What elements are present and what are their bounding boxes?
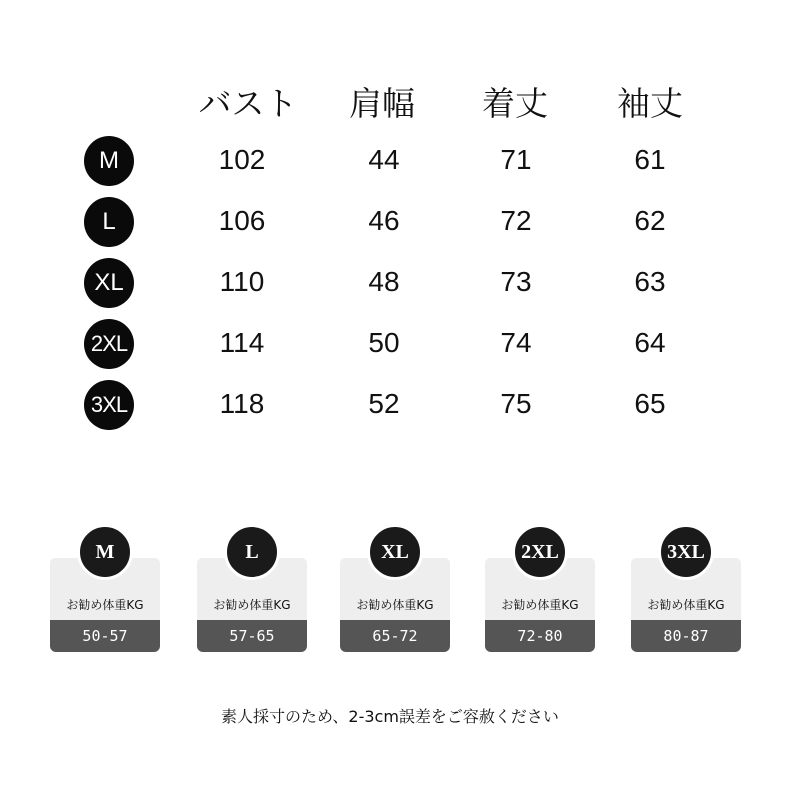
measurement-note: 素人採寸のため、2-3cm誤差をご容赦ください xyxy=(221,707,559,726)
sleeve-value: 63 xyxy=(634,266,666,297)
card-weight-range: 80-87 xyxy=(631,620,741,652)
weight-card-2xl xyxy=(485,540,595,652)
bust-value: 106 xyxy=(218,205,266,236)
shoulder-value: 50 xyxy=(368,327,400,358)
card-size-badge: 2XL xyxy=(512,524,568,580)
card-weight-label: お勧め体重KG xyxy=(647,598,725,612)
card-weight-range: 50-57 xyxy=(50,620,160,652)
sleeve-value: 64 xyxy=(634,327,666,358)
bust-value: 118 xyxy=(219,388,265,419)
length-value: 74 xyxy=(500,327,532,358)
sleeve-value: 61 xyxy=(634,144,666,175)
card-weight-range: 72-80 xyxy=(485,620,595,652)
size-badge: 3XL xyxy=(84,380,134,430)
size-row-3xl xyxy=(0,380,800,434)
length-value: 72 xyxy=(500,205,532,236)
card-size-badge: M xyxy=(77,524,133,580)
card-weight-range: 65-72 xyxy=(340,620,450,652)
shoulder-value: 44 xyxy=(368,144,400,175)
bust-value: 114 xyxy=(219,327,265,358)
size-badge: 2XL xyxy=(84,319,134,369)
card-weight-label: お勧め体重KG xyxy=(213,598,291,612)
header-sleeve: 袖丈 xyxy=(617,84,683,123)
card-size-badge: L xyxy=(224,524,280,580)
shoulder-value: 46 xyxy=(368,205,400,236)
sleeve-value: 65 xyxy=(634,388,666,419)
weight-card-m xyxy=(50,540,160,652)
card-weight-label: お勧め体重KG xyxy=(501,598,579,612)
weight-card-xl xyxy=(340,540,450,652)
size-row-xl xyxy=(0,258,800,312)
length-value: 73 xyxy=(500,266,532,297)
weight-card-l xyxy=(197,540,307,652)
shoulder-value: 48 xyxy=(368,266,400,297)
header-bust: バスト xyxy=(198,84,298,123)
size-badge: L xyxy=(84,197,134,247)
header-shoulder: 肩幅 xyxy=(349,84,415,123)
header-length: 着丈 xyxy=(482,84,548,123)
bust-value: 102 xyxy=(218,144,266,175)
card-weight-range: 57-65 xyxy=(197,620,307,652)
size-badge: M xyxy=(84,136,134,186)
card-weight-label: お勧め体重KG xyxy=(356,598,434,612)
size-badge: XL xyxy=(84,258,134,308)
card-weight-label: お勧め体重KG xyxy=(66,598,144,612)
length-value: 75 xyxy=(500,388,532,419)
size-row-l xyxy=(0,197,800,251)
size-row-m xyxy=(0,136,800,190)
weight-card-3xl xyxy=(631,540,741,652)
card-size-badge: XL xyxy=(367,524,423,580)
card-size-badge: 3XL xyxy=(658,524,714,580)
size-row-2xl xyxy=(0,319,800,373)
length-value: 71 xyxy=(500,144,532,175)
sleeve-value: 62 xyxy=(634,205,666,236)
bust-value: 110 xyxy=(219,266,265,297)
shoulder-value: 52 xyxy=(368,388,400,419)
